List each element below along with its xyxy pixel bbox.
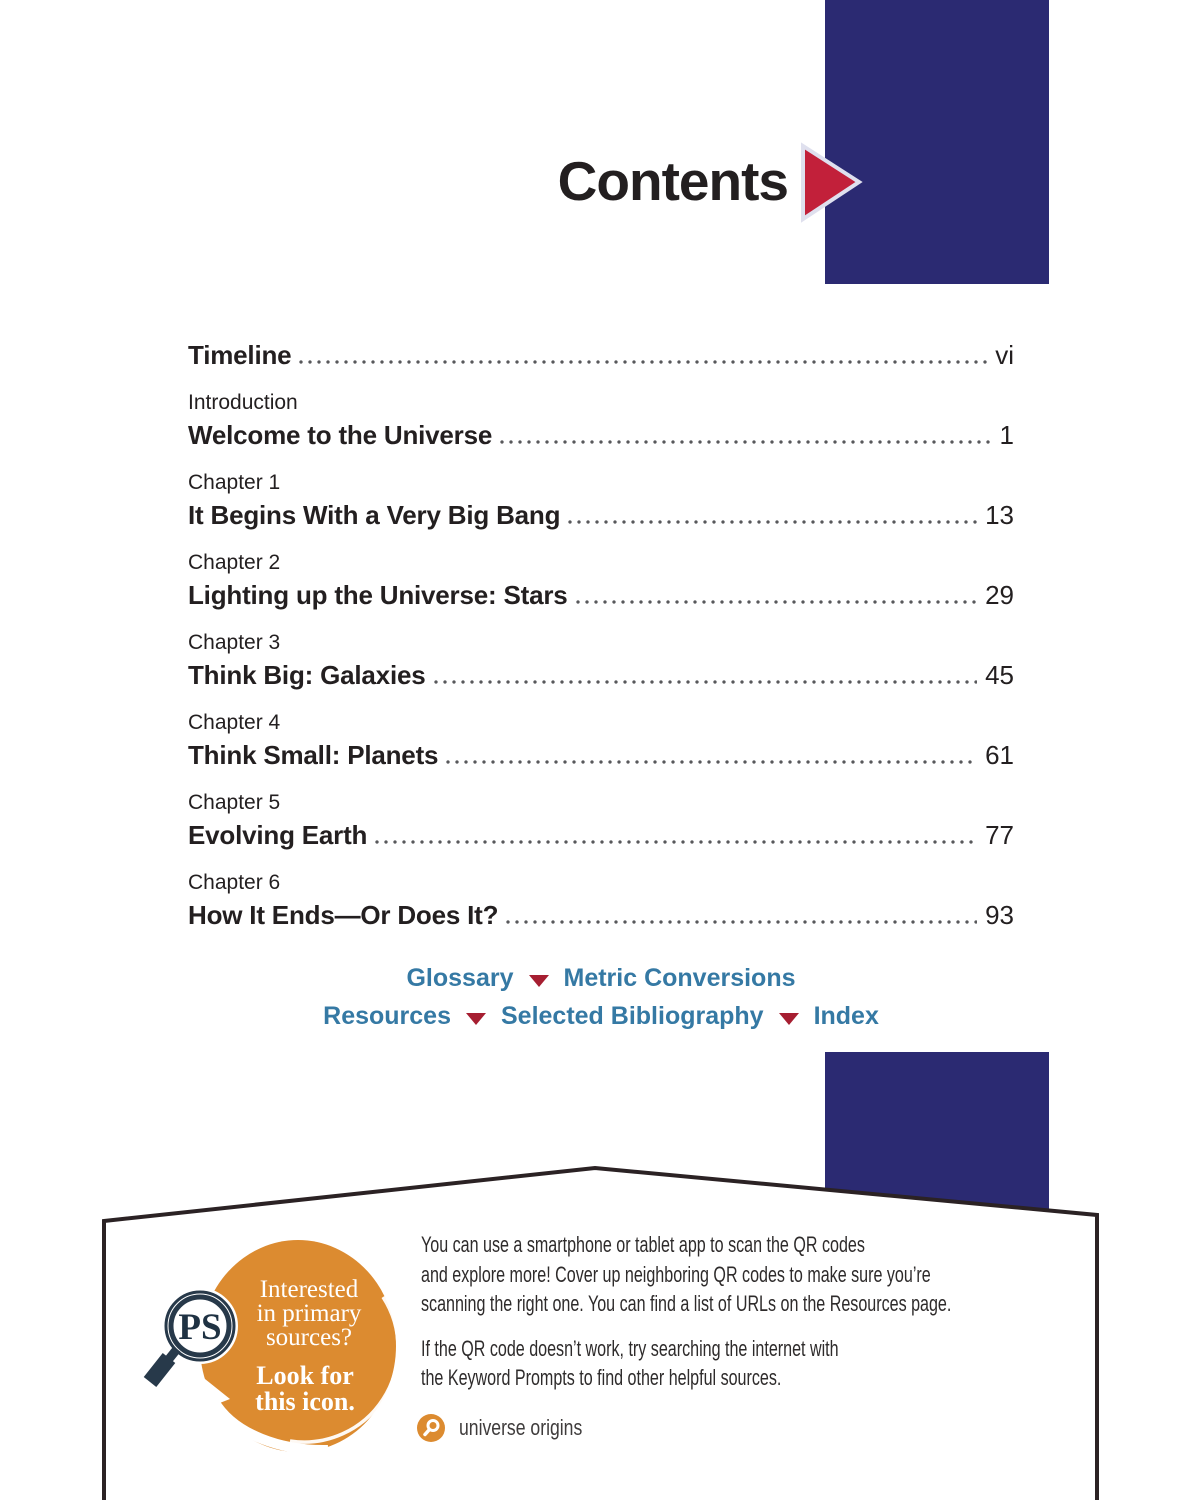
page-number: 45 xyxy=(985,660,1014,690)
keyword-label: universe origins xyxy=(459,1415,583,1440)
page-number: 77 xyxy=(985,820,1014,850)
toc-entry-chapter-6 xyxy=(188,868,1014,932)
dotted-leader xyxy=(568,578,986,612)
badge-intro-text: Interested in primary sources? xyxy=(256,1275,362,1351)
toc-row[interactable] xyxy=(188,498,1014,532)
triangle-separator-icon xyxy=(466,1013,486,1025)
toc-row[interactable] xyxy=(188,898,1014,932)
toc-entry-chapter-4 xyxy=(188,708,1014,772)
chapter-label: Introduction xyxy=(188,391,298,414)
toc-entry-timeline xyxy=(188,338,1014,372)
toc-row[interactable] xyxy=(188,818,1014,852)
toc-row[interactable] xyxy=(188,338,1014,372)
toc-row[interactable] xyxy=(188,578,1014,612)
qr-instructions-line: scanning the right one. You can find a list of URLs on the Resources page. xyxy=(421,1291,952,1316)
toc-row[interactable] xyxy=(188,658,1014,692)
dotted-leader xyxy=(498,898,985,932)
chapter-label: Chapter 1 xyxy=(188,471,281,494)
qr-instructions-line: the Keyword Prompts to find other helpful sources. xyxy=(421,1365,782,1390)
toc-entry-chapter-5 xyxy=(188,788,1014,852)
link-resources[interactable]: Resources xyxy=(323,1002,451,1030)
qr-instructions-line: If the QR code doesn’t work, try searching the internet with xyxy=(421,1335,839,1361)
toc-row[interactable] xyxy=(188,418,1014,452)
link-metric-conversions[interactable]: Metric Conversions xyxy=(563,964,796,992)
toc-entry-chapter-3 xyxy=(188,628,1014,692)
back-matter-links xyxy=(188,963,1014,1039)
entry-title: Think Small: Planets xyxy=(188,740,439,770)
qr-instructions xyxy=(421,1230,1007,1393)
title-arrow-icon xyxy=(799,141,865,225)
page-number: 93 xyxy=(985,900,1014,930)
links-row-1 xyxy=(188,963,1014,994)
chapter-label: Chapter 5 xyxy=(188,791,281,814)
link-selected-bibliography[interactable]: Selected Bibliography xyxy=(501,1002,764,1030)
entry-title: Timeline xyxy=(188,340,292,370)
page-number: 29 xyxy=(985,580,1014,610)
triangle-separator-icon xyxy=(779,1013,799,1025)
entry-title: Think Big: Galaxies xyxy=(188,660,426,690)
chapter-label: Chapter 4 xyxy=(188,711,281,734)
keyword-search-icon xyxy=(417,1414,445,1442)
table-of-contents xyxy=(188,338,1014,948)
entry-title: Welcome to the Universe xyxy=(188,420,493,450)
keyword-prompt xyxy=(417,1414,613,1442)
link-index[interactable]: Index xyxy=(813,1002,879,1030)
links-row-2 xyxy=(188,1001,1014,1032)
toc-entry-chapter-2 xyxy=(188,548,1014,612)
entry-title: How It Ends—Or Does It? xyxy=(188,900,499,930)
ps-magnifier-icon xyxy=(138,1282,258,1418)
chapter-label: Chapter 2 xyxy=(188,551,281,574)
dotted-leader xyxy=(291,338,995,372)
page-title: Contents xyxy=(557,150,788,212)
toc-entry-introduction xyxy=(188,388,1014,452)
dotted-leader xyxy=(560,498,985,532)
qr-instructions-line: and explore more! Cover up neighboring QR codes to make sure you’re xyxy=(421,1261,931,1287)
page-number: vi xyxy=(995,340,1014,370)
entry-title: Lighting up the Universe: Stars xyxy=(188,580,568,610)
dotted-leader xyxy=(426,658,986,692)
entry-title: Evolving Earth xyxy=(188,820,368,850)
link-glossary[interactable]: Glossary xyxy=(406,964,514,992)
page-number: 61 xyxy=(985,740,1014,770)
qr-instructions-line: You can use a smartphone or tablet app to scan the QR codes xyxy=(421,1232,865,1257)
toc-entry-chapter-1 xyxy=(188,468,1014,532)
triangle-separator-icon xyxy=(529,975,549,987)
dotted-leader xyxy=(438,738,985,772)
page-number: 13 xyxy=(985,500,1014,530)
toc-row[interactable] xyxy=(188,738,1014,772)
page-number: 1 xyxy=(999,420,1014,450)
chapter-label: Chapter 6 xyxy=(188,871,281,894)
dotted-leader xyxy=(367,818,985,852)
entry-title: It Begins With a Very Big Bang xyxy=(188,500,561,530)
badge-cta-text: Look for this icon. xyxy=(255,1360,355,1416)
dotted-leader xyxy=(492,418,999,452)
ps-monogram: PS xyxy=(178,1307,222,1348)
chapter-label: Chapter 3 xyxy=(188,631,281,654)
